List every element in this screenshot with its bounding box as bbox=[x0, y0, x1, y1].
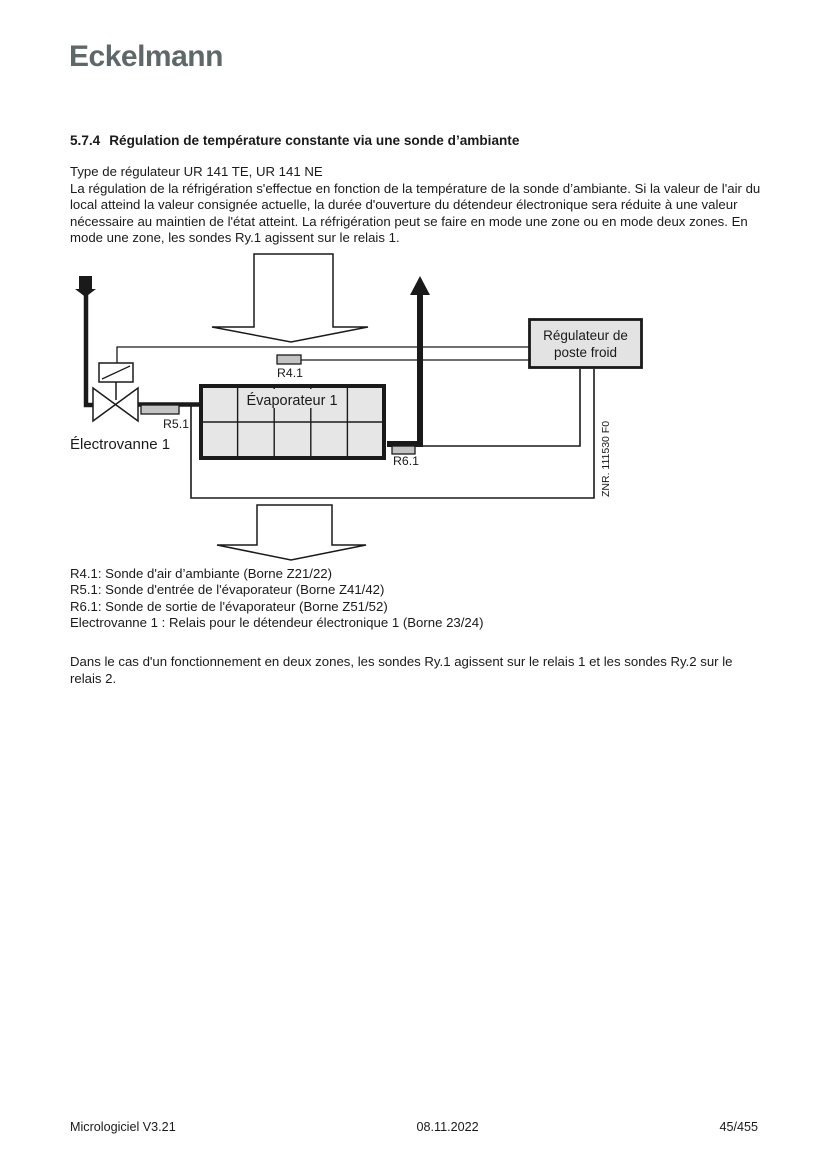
sensor-r61-label: R6.1 bbox=[393, 454, 419, 468]
regulator-label-line2: poste froid bbox=[553, 345, 618, 360]
eckelmann-logo: Eckelmann bbox=[69, 40, 223, 73]
diagram-svg bbox=[60, 248, 660, 570]
valve-left-triangle-icon bbox=[93, 388, 116, 421]
regulator-type-line: Type de régulateur UR 141 TE, UR 141 NE bbox=[70, 164, 323, 179]
closing-paragraph: Dans le cas d'un fonctionnement en deux zones, les sondes Ry.1 agissent sur le relais 1 et les sondes Ry.2 sur le relais 2. bbox=[70, 654, 733, 686]
legend-line-electrovanne: Electrovanne 1 : Relais pour le détendeur électronique 1 (Borne 23/24) bbox=[70, 614, 484, 630]
section-heading bbox=[70, 133, 770, 148]
intro-paragraph: La régulation de la réfrigération s'effectue en fonction de la température de la sonde d’ambiante. Si la valeur de l'air du local atteind la valeur consignée actuelle, la durée d'ouverture du détendeur électronique sera réduite à une valeur nécessaire au maintien de l'état atteint. La réfrigération peut se faire en mode une zone ou en mode deux zones. En mode une zone, les sondes Ry.1 agissent sur le relais 1. bbox=[70, 180, 761, 245]
sensor-r61-rect bbox=[392, 446, 415, 454]
drawing-number-label: ZNR. 111530 F0 bbox=[600, 420, 612, 497]
footer-firmware-version: Micrologiciel V3.21 bbox=[70, 1120, 176, 1134]
sensor-r41-rect bbox=[277, 355, 301, 364]
outlet-flow-arrow-icon bbox=[410, 276, 430, 295]
sensor-r41-label: R4.1 bbox=[277, 366, 303, 380]
valve-right-triangle-icon bbox=[116, 388, 139, 421]
sensor-r51-rect bbox=[141, 405, 179, 414]
legend-line-r51: R5.1: Sonde d'entrée de l'évaporateur (Borne Z41/42) bbox=[70, 582, 385, 598]
evaporator-label: Évaporateur 1 bbox=[246, 393, 338, 409]
footer-date: 08.11.2022 bbox=[416, 1120, 479, 1134]
regulator-label-line1: Régulateur de bbox=[543, 328, 628, 343]
electrovalve-label: Électrovanne 1 bbox=[70, 436, 171, 453]
legend-line-r41: R4.1: Sonde d'air d’ambiante (Borne Z21/22) bbox=[70, 566, 333, 581]
section-number: 5.7.4 bbox=[70, 133, 101, 148]
regulator-box bbox=[530, 320, 642, 368]
air-flow-out-arrow-icon bbox=[217, 505, 366, 560]
section-title: Régulation de température constante via une sonde d’ambiante bbox=[109, 133, 520, 148]
footer-page-number: 45/455 bbox=[719, 1120, 758, 1134]
legend-block bbox=[70, 566, 762, 631]
air-flow-down-arrow-icon bbox=[212, 254, 368, 342]
legend-line-r61: R6.1: Sonde de sortie de l'évaporateur (Borne Z51/52) bbox=[70, 598, 388, 614]
intro-block bbox=[70, 164, 762, 247]
refrigeration-diagram bbox=[60, 248, 660, 570]
sensor-r51-label: R5.1 bbox=[163, 417, 189, 431]
inlet-flow-arrow-icon bbox=[75, 276, 96, 297]
signal-line-r61 bbox=[422, 369, 580, 446]
page-footer bbox=[70, 1120, 758, 1134]
outlet-pipe bbox=[387, 293, 420, 444]
